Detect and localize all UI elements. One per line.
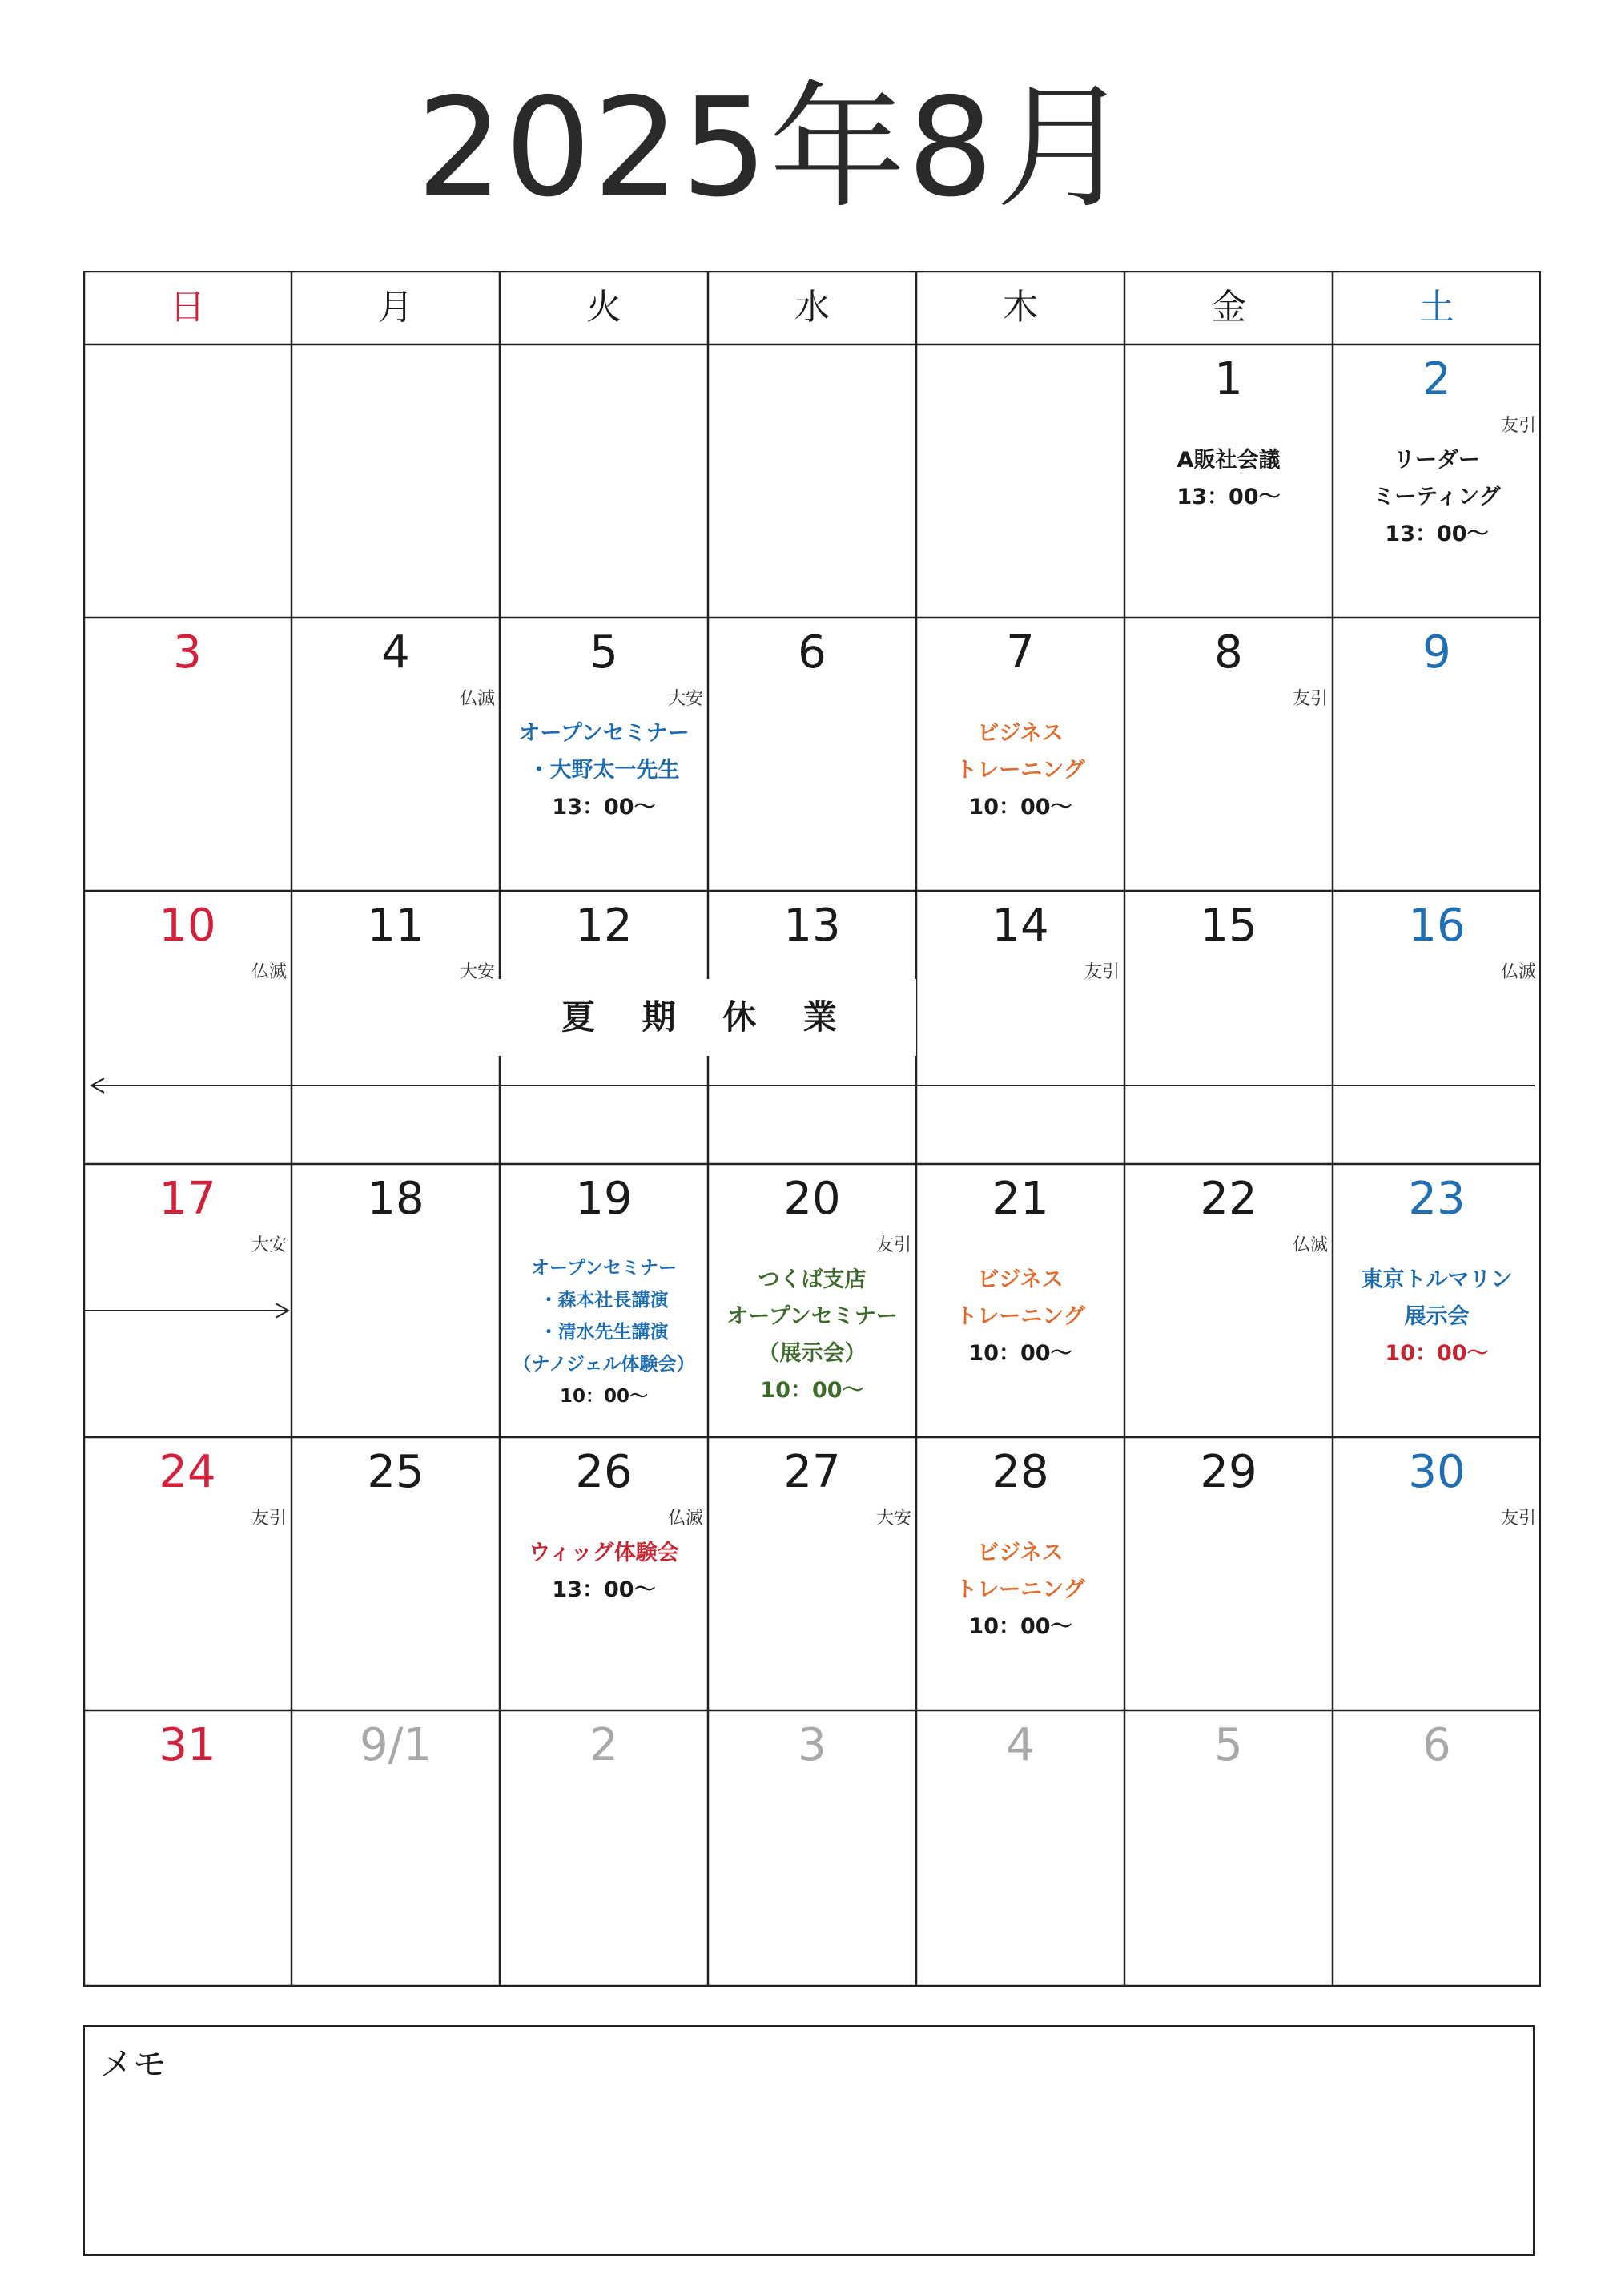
event-line: 10：00〜 [1385, 1341, 1489, 1366]
day-number: 4 [1006, 1719, 1035, 1771]
event-line: オープンセミナー [531, 1258, 677, 1279]
event-line: トレーニング [955, 758, 1085, 783]
day-events [1124, 442, 1333, 516]
day-number: 29 [1200, 1446, 1257, 1498]
day-number: 8 [1214, 626, 1243, 679]
event-line: ミーティング [1373, 485, 1501, 510]
day-events [500, 1252, 708, 1412]
weekday-header: 日 [170, 287, 205, 328]
day-cell [916, 1437, 1124, 1710]
event-line: 10：00〜 [968, 795, 1072, 820]
day-events [500, 1535, 708, 1609]
day-number: 12 [575, 900, 633, 952]
day-events [1333, 1262, 1541, 1372]
day-number: 16 [1408, 900, 1466, 952]
day-cell [916, 344, 1124, 618]
weekday-header: 金 [1211, 287, 1246, 328]
day-number: 2 [1422, 353, 1451, 405]
day-number: 6 [798, 626, 827, 679]
day-number: 21 [992, 1173, 1049, 1225]
day-number: 26 [575, 1446, 633, 1498]
event-line: ・大野太一先生 [528, 758, 680, 783]
day-events [916, 715, 1124, 826]
day-cell [292, 1164, 500, 1437]
event-line: （ナノジェル体験会） [513, 1354, 695, 1375]
rokuyo-label: 大安 [875, 1509, 911, 1529]
day-cell [83, 1437, 292, 1710]
day-number: 4 [381, 626, 410, 679]
day-cell [83, 1164, 292, 1437]
day-cell [500, 344, 708, 618]
rokuyo-label: 仏滅 [667, 1509, 703, 1529]
rokuyo-label: 友引 [1500, 416, 1536, 436]
event-line: 東京トルマリン [1361, 1267, 1513, 1292]
memo-box [83, 2025, 1535, 2256]
rokuyo-label: 仏滅 [251, 962, 287, 982]
rokuyo-label: 友引 [1292, 689, 1328, 709]
rokuyo-label: 友引 [875, 1235, 911, 1255]
weekday-header: 月 [378, 287, 413, 328]
day-cell [1333, 1437, 1541, 1710]
day-cell [916, 1710, 1124, 1984]
event-line: A販社会議 [1177, 448, 1281, 473]
day-cell [83, 344, 292, 618]
day-cell [292, 1710, 500, 1984]
day-number: 9 [1422, 626, 1451, 679]
day-cell [1333, 1164, 1541, 1437]
day-cell [1124, 344, 1333, 618]
rokuyo-label: 友引 [1084, 962, 1120, 982]
memo-label: メモ [99, 2044, 167, 2084]
event-line: （展示会） [758, 1341, 867, 1366]
page-title: 2025年8月 [416, 69, 1133, 228]
event-line: 展示会 [1404, 1304, 1470, 1329]
day-cell [1333, 1710, 1541, 1984]
day-events [916, 1262, 1124, 1372]
day-number: 7 [1006, 626, 1035, 679]
rokuyo-label: 仏滅 [459, 689, 495, 709]
day-cell [83, 618, 292, 891]
day-number: 25 [367, 1446, 424, 1498]
day-cell [292, 618, 500, 891]
day-cell [500, 618, 708, 891]
event-line: オープンセミナー [518, 721, 690, 746]
day-number: 3 [798, 1719, 827, 1771]
day-events [708, 1262, 916, 1409]
summer-holiday-label: 夏 期 休 業 [500, 979, 916, 1056]
event-line: リーダー [1394, 448, 1480, 473]
day-number: 17 [159, 1173, 216, 1225]
day-cell [1333, 891, 1541, 1164]
day-cell [292, 344, 500, 618]
event-line: ・森本社長講演 [539, 1290, 669, 1311]
event-line: 13：00〜 [552, 795, 656, 820]
calendar-grid [83, 271, 1541, 1987]
day-cell [1124, 891, 1333, 1164]
weekday-header: 水 [794, 287, 830, 328]
day-number: 6 [1422, 1719, 1451, 1771]
day-cell [500, 1164, 708, 1437]
day-number: 18 [367, 1173, 424, 1225]
day-cell [292, 1437, 500, 1710]
day-number: 23 [1408, 1173, 1466, 1225]
day-cell [500, 1437, 708, 1710]
rokuyo-label: 友引 [1500, 1509, 1536, 1529]
day-cell [292, 891, 500, 1164]
day-number: 15 [1200, 900, 1257, 952]
day-cell [1124, 1710, 1333, 1984]
day-cell [708, 1437, 916, 1710]
day-cell [708, 618, 916, 891]
day-number: 31 [159, 1719, 216, 1771]
day-number: 14 [992, 900, 1049, 952]
day-number: 2 [589, 1719, 618, 1771]
day-cell [708, 1164, 916, 1437]
event-line: ビジネス [977, 1541, 1064, 1565]
event-line: ・清水先生講演 [539, 1322, 669, 1343]
day-number: 28 [992, 1446, 1049, 1498]
day-number: 5 [589, 626, 618, 679]
event-line: つくば支店 [758, 1267, 867, 1292]
event-line: 13：00〜 [552, 1577, 656, 1602]
day-events [500, 715, 708, 826]
day-cell [708, 1710, 916, 1984]
day-number: 19 [575, 1173, 633, 1225]
rokuyo-label: 仏滅 [1292, 1235, 1328, 1255]
day-cell [916, 891, 1124, 1164]
rokuyo-label: 大安 [459, 962, 495, 982]
rokuyo-label: 友引 [251, 1509, 287, 1529]
day-number: 10 [159, 900, 216, 952]
event-line: ウィッグ体験会 [529, 1541, 679, 1565]
day-cell [83, 891, 292, 1164]
event-line: 10：00〜 [968, 1614, 1072, 1639]
day-number: 22 [1200, 1173, 1257, 1225]
event-line: トレーニング [955, 1577, 1085, 1602]
weekday-header: 火 [586, 287, 621, 328]
event-line: 13：00〜 [1385, 522, 1489, 546]
day-cell [916, 618, 1124, 891]
day-cell [83, 1710, 292, 1984]
day-cell [1124, 618, 1333, 891]
day-cell [1333, 618, 1541, 891]
day-number: 9/1 [359, 1719, 432, 1771]
weekday-header: 木 [1003, 287, 1038, 328]
day-number: 3 [173, 626, 202, 679]
day-events [1333, 442, 1541, 553]
day-number: 11 [367, 900, 424, 952]
rokuyo-label: 仏滅 [1500, 962, 1536, 982]
weekday-header: 土 [1419, 287, 1454, 328]
event-line: ビジネス [977, 721, 1064, 746]
event-line: ビジネス [977, 1267, 1064, 1292]
day-number: 20 [783, 1173, 841, 1225]
day-cell [1333, 344, 1541, 618]
event-line: 10：00〜 [760, 1378, 864, 1403]
event-line: トレーニング [955, 1304, 1085, 1329]
day-cell [708, 344, 916, 618]
day-number: 27 [783, 1446, 841, 1498]
day-number: 13 [783, 900, 841, 952]
day-cell [500, 1710, 708, 1984]
event-line: オープンセミナー [726, 1304, 898, 1329]
day-cell [1124, 1437, 1333, 1710]
event-line: 13：00〜 [1177, 485, 1281, 510]
day-number: 5 [1214, 1719, 1243, 1771]
day-events [916, 1535, 1124, 1645]
day-number: 24 [159, 1446, 216, 1498]
day-cell [1124, 1164, 1333, 1437]
day-cell [916, 1164, 1124, 1437]
event-line: 10：00〜 [559, 1386, 648, 1407]
day-number: 1 [1214, 353, 1243, 405]
rokuyo-label: 大安 [251, 1235, 287, 1255]
event-line: 10：00〜 [968, 1341, 1072, 1366]
day-number: 30 [1408, 1446, 1466, 1498]
rokuyo-label: 大安 [667, 689, 703, 709]
